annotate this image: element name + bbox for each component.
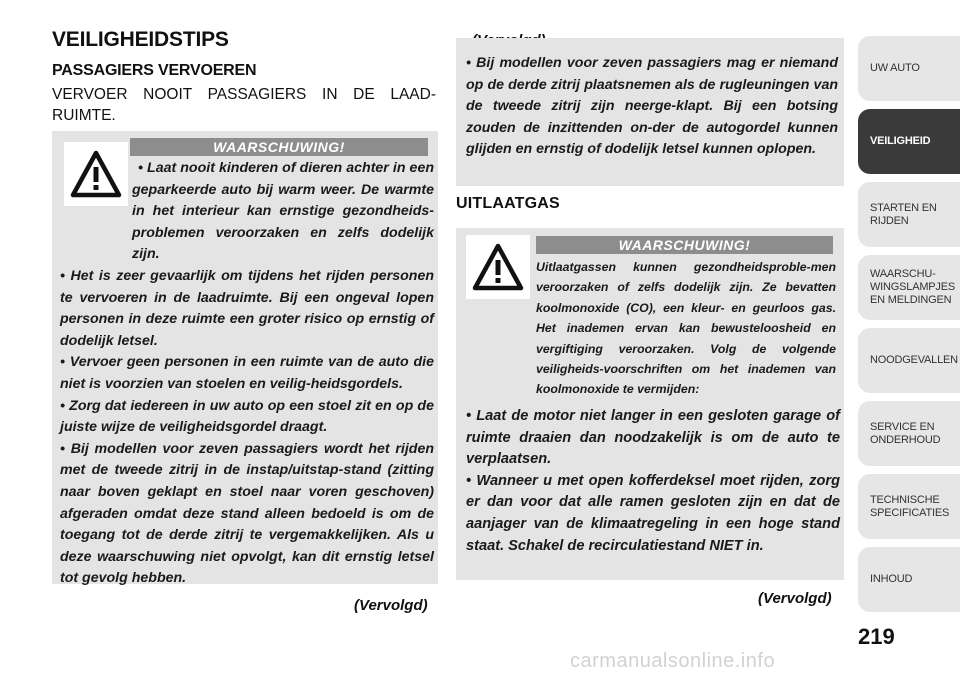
section-heading: PASSAGIERS VERVOEREN [52, 62, 257, 79]
tab-waarschuwingslampjes[interactable]: WAARSCHU- WINGSLAMPJES EN MELDINGEN [858, 255, 960, 320]
warning-box [52, 131, 438, 587]
warning-paragraph: • Wanneer u met open kofferdeksel moet rijden, zorg er dan voor dat alle ramen gesloten zijn en dat de aanjager van de klimaatregeling in een hoge stand staat. Schakel de recirculatiestand NIET in. [466, 472, 840, 554]
tab-uw-auto[interactable]: UW AUTO [858, 36, 960, 101]
tab-veiligheid[interactable]: VEILIGHEID [858, 109, 960, 174]
warning-box [456, 228, 844, 580]
warning-title: WAARSCHUWING! [536, 236, 833, 254]
continued-label: (Vervolgd) [758, 590, 832, 607]
warning-intro [466, 257, 836, 400]
warning-paragraph: • Bij modellen voor zeven passagiers mag er niemand op de derde zitrij plaatsnemen als de rugleuningen van de tweede zitrij zijn neerge-klapt. Bij een botsing zouden de inzittenden on-der de autogordel kunnen glijden en ernstig of dodelijk letsel kunnen oplopen. [466, 55, 838, 158]
tab-starten-en-rijden[interactable]: STARTEN EN RIJDEN [858, 182, 960, 247]
tab-inhoud[interactable]: INHOUD [858, 547, 960, 612]
warning-intro-text: Uitlaatgassen kunnen gezondheidsproble-men veroorzaken of zelfs dodelijk zijn. Ze bevatten koolmonoxide (CO), een kleur- en geurloos gas. Het inademen ervan kan bewusteloosheid en vergiftiging veroorzaken. Volg de volgende veiligheids-voorschriften om het inademen van koolmonoxide te vermijden: [536, 260, 836, 397]
warning-paragraph: • Vervoer geen personen in een ruimte van de auto die niet is voorzien van stoelen en veilig-heidsgordels. [60, 354, 434, 392]
section-heading: UITLAATGAS [456, 195, 560, 212]
warning-body [60, 158, 434, 590]
warning-body [466, 406, 840, 557]
tab-noodgevallen[interactable]: NOODGEVALLEN [858, 328, 960, 393]
tab-service-en-onderhoud[interactable]: SERVICE EN ONDERHOUD [858, 401, 960, 466]
warning-paragraph: • Laat de motor niet langer in een gesloten garage of ruimte draaien dan noodzakelijk is om de auto te verplaatsen. [466, 408, 840, 468]
page-number: 219 [858, 624, 895, 649]
continued-label: (Vervolgd) [354, 597, 428, 614]
page-title: VEILIGHEIDSTIPS [52, 28, 229, 51]
warning-box-continued [456, 38, 844, 186]
warning-paragraph: • Zorg dat iedereen in uw auto op een stoel zit en op de juiste wijze de veiligheidsgordel draagt. [60, 397, 434, 436]
lead-text: VERVOER NOOIT PASSAGIERS IN DE LAAD-RUIMTE. [52, 86, 436, 124]
warning-paragraph: • Het is zeer gevaarlijk om tijdens het rijden personen te vervoeren in de laadruimte. Bij een ongeval lopen personen in deze ruimte een groter risico op ernstig of dodelijk letsel. [60, 267, 434, 349]
warning-paragraph: • Laat nooit kinderen of dieren achter in een geparkeerde auto bij warm weer. De warmte in het interieur kan ernstige gezondheids-problemen veroorzaken en zelfs dodelijk zijn. [132, 160, 434, 263]
warning-body [466, 53, 838, 161]
tab-technische-specificaties[interactable]: TECHNISCHE SPECIFICATIES [858, 474, 960, 539]
warning-paragraph: • Bij modellen voor zeven passagiers wordt het rijden met de tweede zitrij in de instap/uitstap-stand (zitting naar boven geklapt en stoel naar voren geschoven) afgeraden omdat deze stand alleen bedoeld is om de toegang tot de derde zitrij te vergemakkelijken. Als u deze waarschuwing niet opvolgt, kan dit ernstig letsel tot gevolg hebben. [60, 440, 434, 587]
watermark: carmanualsonline.info [570, 650, 776, 672]
warning-title: WAARSCHUWING! [130, 138, 428, 156]
